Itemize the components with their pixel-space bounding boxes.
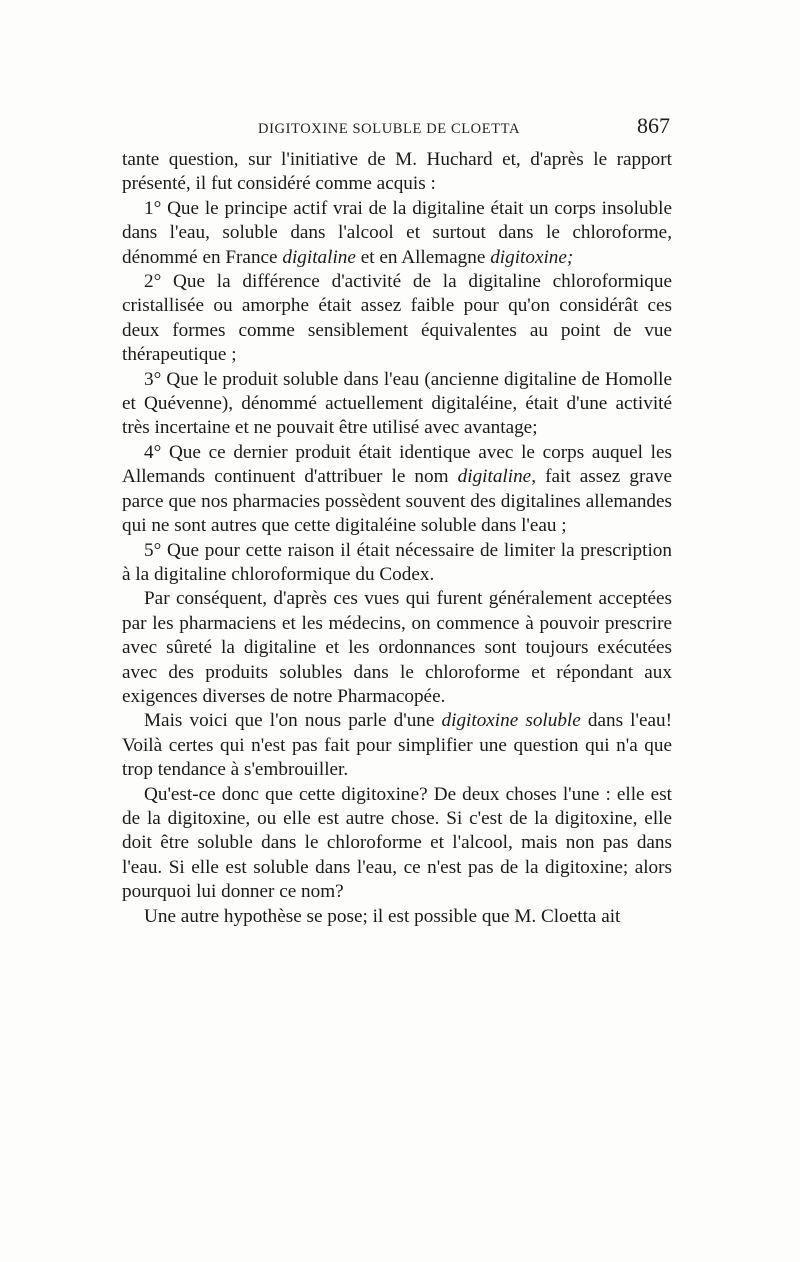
page-header	[122, 113, 670, 145]
paragraph-continuation: tante question, sur l'initiative de M. Huchard et, d'après le rapport présenté, il fut considéré comme acquis :	[122, 149, 672, 195]
item-1-term-digitoxine: digitoxine;	[490, 246, 574, 268]
paragraph-item-4	[122, 441, 672, 539]
item-1-term-digitaline: digitaline	[282, 246, 356, 268]
paragraph-item-2: 2° Que la différence d'activité de la digitaline chloroformique cristallisée ou amorphe était assez faible pour qu'on considérât ces deux formes comme sensiblement équivalentes au point de vue thérapeutique ;	[122, 271, 672, 366]
item-4-text-2: , fait assez grave parce que nos pharmacies possèdent souvent des digitalines allemandes qui ne sont autres que cette digitaléine soluble dans l'eau ;	[122, 466, 672, 537]
paragraph-item-1	[122, 197, 672, 270]
p7-text-2: dans l'eau! Voilà certes qui n'est pas fait pour simplifier une question qui n'a que trop tendance à s'embrouiller.	[122, 710, 672, 781]
body-text	[122, 148, 672, 929]
paragraph-item-3: 3° Que le produit soluble dans l'eau (ancienne digitaline de Homolle et Quévenne), dénommé actuellement digitaléine, était d'une activité très incertaine et ne pouvait être utilisé avec avantage;	[122, 368, 672, 439]
item-1-text-2: et en Allemagne	[355, 246, 491, 268]
paragraph-hypothesis: Une autre hypothèse se pose; il est possible que M. Cloetta ait	[144, 905, 621, 927]
running-title: DIGITOXINE SOLUBLE DE CLOETTA	[258, 121, 521, 137]
page-number: 867	[637, 113, 670, 138]
paragraph-consequence: Par conséquent, d'après ces vues qui furent généralement acceptées par les pharmaciens et les médecins, on commence à pouvoir prescrire avec sûreté la digitaline et les ordonnances sont toujours exécutées avec des produits solubles dans le chloroforme et répondant aux exigences diverses de notre Pharmacopée.	[122, 588, 672, 707]
item-4-term-digitaline: digitaline	[457, 466, 532, 488]
item-1-text: 1° Que le principe actif vrai de la digitaline était un corps insoluble dans l'eau, soluble dans l'alcool et surtout dans le chloroforme, dénommé en France	[122, 197, 672, 268]
p7-text: Mais voici que l'on nous parle d'une	[144, 710, 442, 732]
paragraph-digitoxine-soluble	[122, 709, 672, 782]
paragraph-question: Qu'est-ce donc que cette digitoxine? De deux choses l'une : elle est de la digitoxine, ou elle est autre chose. Si c'est de la digitoxine, elle doit être soluble dans le chloroforme et l'alcool, mais non pas dans l'eau. Si elle est soluble dans l'eau, ce n'est pas de la digitoxine; alors pourquoi lui donner ce nom?	[122, 783, 672, 903]
paragraph-item-5: 5° Que pour cette raison il était nécessaire de limiter la prescription à la digitaline chloroformique du Codex.	[122, 539, 672, 585]
p7-term-digitoxine-soluble: digitoxine soluble	[441, 710, 581, 732]
item-4-text: 4° Que ce dernier produit était identique avec le corps auquel les Allemands continuent d'attribuer le nom	[122, 441, 672, 488]
